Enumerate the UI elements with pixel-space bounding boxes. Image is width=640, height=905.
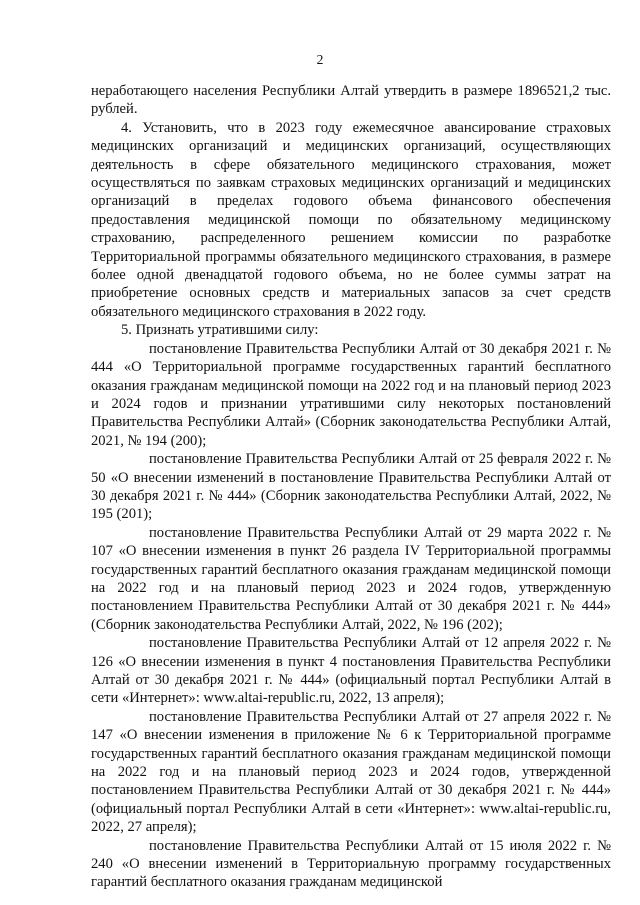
document-body (91, 82, 611, 892)
page-number: 2 (316, 52, 324, 67)
repealed-act-6: постановление Правительства Республики Алтай от 15 июля 2022 г. № 240 «О внесении изменений в Территориальную программу государственных гарантий бесплатного оказания гражданам медицинской (91, 837, 611, 891)
paragraph-item-4: 4. Установить, что в 2023 году ежемесячное авансирование страховых медицинских организаций и медицинских организаций, осуществляющих деятельность в сфере обязательного медицинского страхования, может осуществляться по заявкам страховых медицинских организаций и медицинских организаций в пределах годового объема финансового обеспечения предоставления медицинской помощи по обязательному медицинскому страхованию, распределенного решением комиссии по разработке Территориальной программы обязательного медицинского страхования, в размере более одной двенадцатой годового объема, но не более суммы затрат на приобретение основных средств и материальных запасов за счет средств обязательного медицинского страхования в 2022 году. (91, 119, 611, 320)
paragraph-continuation: неработающего населения Республики Алтай утвердить в размере 1896521,2 тыс. рублей. (91, 83, 611, 118)
repealed-act-3: постановление Правительства Республики Алтай от 29 марта 2022 г. № 107 «О внесении изменения в пункт 26 раздела IV Территориальной программы государственных гарантий бесплатного оказания гражданам медицинской помощи на 2022 год и на плановый период 2023 и 2024 годов, утвержденную постановлением Правительства Республики Алтай от 30 декабря 2021 г. № 444» (Сборник законодательства Республики Алтай, 2022, № 196 (202); (91, 524, 611, 633)
repealed-act-1: постановление Правительства Республики Алтай от 30 декабря 2021 г. № 444 «О Территориальной программе государственных гарантий бесплатного оказания гражданам медицинской помощи на 2022 год и на плановый период 2023 и 2024 годов и признании утратившими силу некоторых постановлений Правительства Республики Алтай» (Сборник законодательства Республики Алтай, 2021, № 194 (200); (91, 340, 611, 449)
repealed-act-5: постановление Правительства Республики Алтай от 27 апреля 2022 г. № 147 «О внесении изменения в приложение № 6 к Территориальной программе государственных гарантий бесплатного оказания гражданам медицинской помощи на 2022 год и на плановый период 2023 и 2024 годов, утвержденной постановлением Правительства Республики Алтай от 30 декабря 2021 г. № 444» (официальный портал Республики Алтай в сети «Интернет»: www.altai-republic.ru, 2022, 27 апреля); (91, 708, 611, 836)
repealed-act-2: постановление Правительства Республики Алтай от 25 февраля 2022 г. № 50 «О внесении изменений в постановление Правительства Республики Алтай от 30 декабря 2021 г. № 444» (Сборник законодательства Республики Алтай, 2022, № 195 (201); (91, 451, 611, 523)
paragraph-item-5: 5. Признать утратившими силу: (121, 322, 319, 339)
repealed-act-4: постановление Правительства Республики Алтай от 12 апреля 2022 г. № 126 «О внесении изменения в пункт 4 постановления Правительства Республики Алтай от 30 декабря 2021 г. № 444» (официальный портал Республики Алтай в сети «Интернет»: www.altai-republic.ru, 2022, 13 апреля); (91, 635, 611, 707)
